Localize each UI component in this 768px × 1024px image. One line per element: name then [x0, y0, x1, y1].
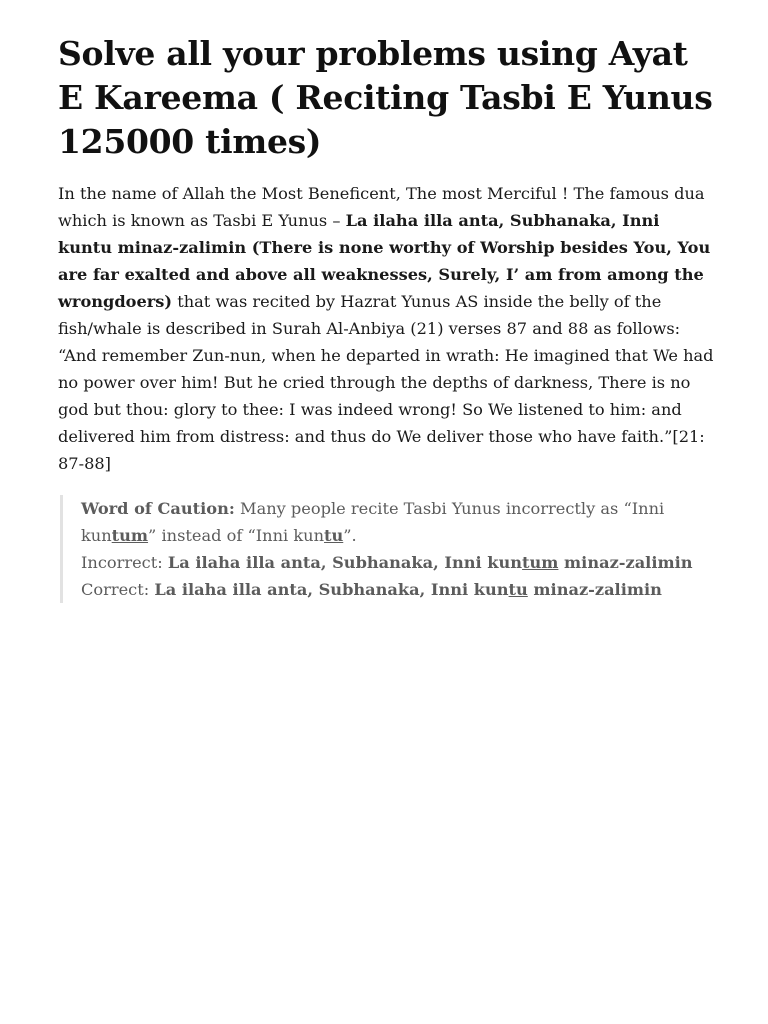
verse-text: that was recited by Hazrat Yunus AS inside the belly of the fish/whale is described in Surah Al-Anbiya (21) verses 87 and 88 as follows: “And remember Zun-nun, when he departed in wrath: He imagined that We had no power over him! But he cried through the depths of darkness, There is no god but thou: glory to thee: I was indeed wrong! So We listened to him: and delivered him from distress: and thus do We deliver those who have faith.”[21: 87-88]	[58, 292, 714, 473]
caution-emphasis-right: tu	[324, 526, 344, 545]
caution-line	[81, 495, 701, 549]
incorrect-label: Incorrect:	[81, 553, 168, 572]
intro-text: In the name of Allah the Most Beneficent, The most Merciful ! The famous dua which is known as Tasbi E Yunus –	[58, 184, 705, 230]
caution-emphasis-wrong: tum	[111, 526, 149, 545]
correct-emphasis: tu	[508, 580, 528, 599]
article-title: Solve all your problems using Ayat E Kareema ( Reciting Tasbi E Yunus 125000 times)	[58, 34, 713, 161]
caution-blockquote	[60, 495, 701, 603]
correct-label: Correct:	[81, 580, 155, 599]
incorrect-emphasis: tum	[522, 553, 559, 572]
incorrect-dua: La ilaha illa anta, Subhanaka, Inni kun	[167, 553, 523, 572]
dua-text: La ilaha illa anta, Subhanaka, Inni kuntu minaz-zalimin (There is none worthy of Worship besides You, You are far exalted and above all weaknesses, Surely, I’ am from among the wrongdoers)	[58, 211, 711, 311]
caution-text: ”.	[343, 526, 357, 545]
correct-line	[81, 576, 701, 603]
caution-text: Many people recite Tasbi Yunus incorrectly as “Inni kun	[81, 499, 665, 545]
caution-text: ” instead of “Inni kun	[148, 526, 325, 545]
incorrect-line	[81, 549, 701, 576]
article-paragraph	[58, 180, 718, 477]
incorrect-dua-end: minaz-zalimin	[558, 553, 693, 572]
caution-label: Word of Caution:	[81, 499, 235, 518]
article	[58, 32, 718, 619]
correct-dua: La ilaha illa anta, Subhanaka, Inni kun	[154, 580, 509, 599]
correct-dua-end: minaz-zalimin	[527, 580, 662, 599]
